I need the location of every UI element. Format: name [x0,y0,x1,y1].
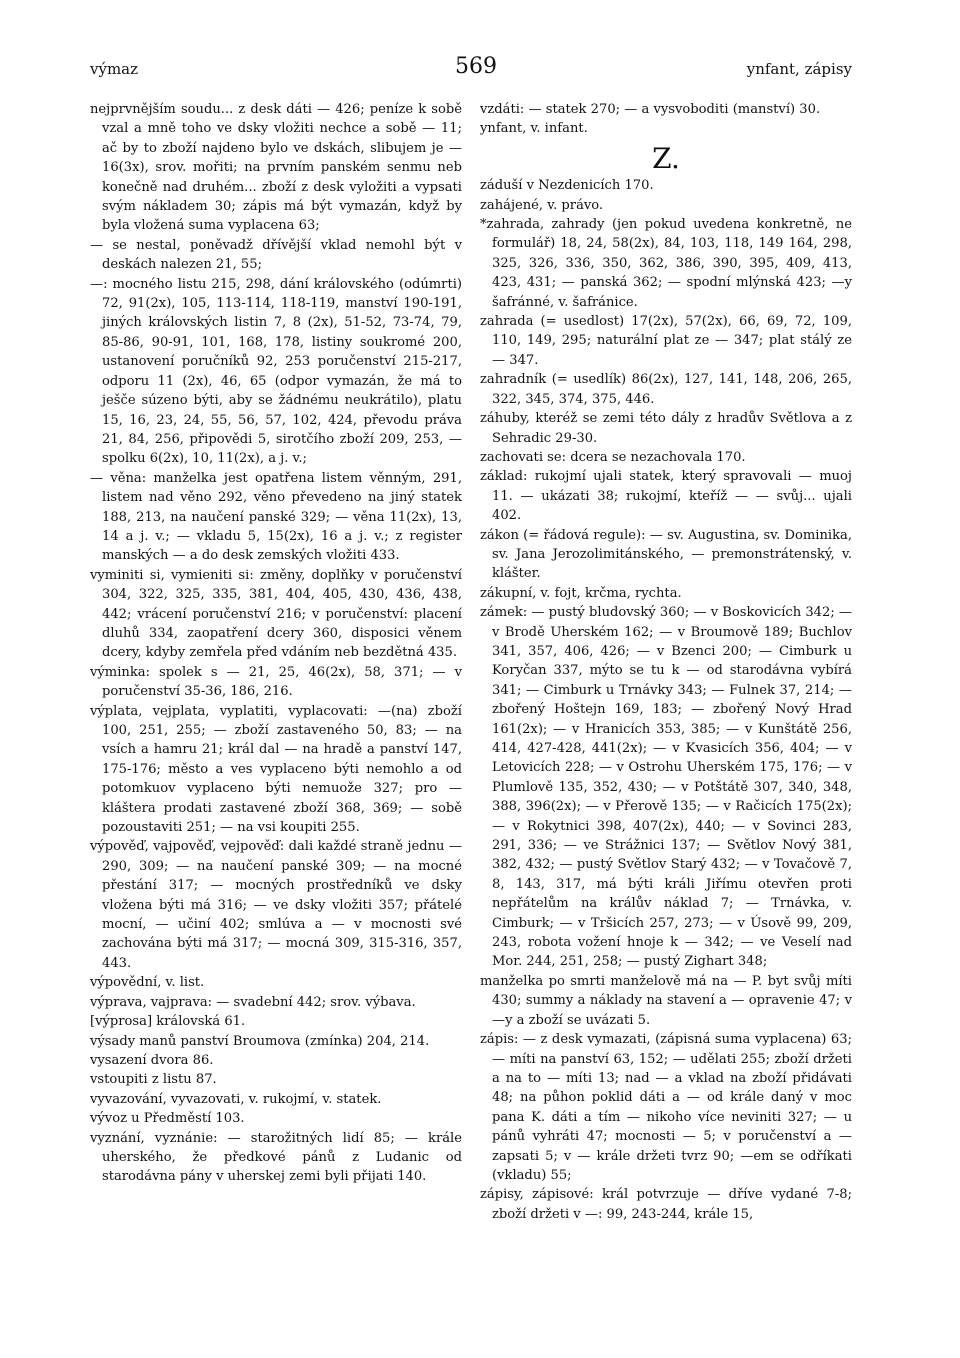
entry: výsady manů panství Broumova (zmínka) 204, 214. [90,1033,430,1049]
entry: — se nestal, poněvadž dřívější vklad nemohl být v deskách nalezen 21, 55; [90,237,462,273]
entry: zápis: — z desk vymazati, (zápisná suma vyplacena) 63; — míti na panství 63, 152; — udělati 255; zboží držeti a na to — míti 13; nad — a vklad na zboží přidávati 48; na půhon poklid dáti a — od krále daný v moc pana K. dáti a tím — nikoho více neviniti 327; — u pánů vyhráti 47; mocnosti — 5; v poručenství a — zapsati 5; v — krále držeti tvrz 90; —em se odříkati (vkladu) 55; [480,1032,852,1183]
entry: [výprosa] královská 61. [90,1014,246,1030]
entry: záduší v Nezdenicích 170. [480,178,654,194]
entry: vyvazování, vyvazovati, v. rukojmí, v. statek. [90,1091,382,1107]
entry: zahradník (= usedlík) 86(2x), 127, 141, 148, 206, 265, 322, 345, 374, 375, 446. [480,372,852,407]
left-column [90,100,462,1187]
entry: vyznání, vyznánie: — starožitných lidí 85; — krále uherského, že předkové pánů z Ludanic od starodávna pány v uherskej zemi byli přijati 140. [90,1130,462,1185]
entry: výplata, vejplata, vyplatiti, vyplacovati: —(na) zboží 100, 251, 255; — zboží zastaveného 50, 83; — na vsích a hamru 21; král dal — na hradě a panství 147, 175-176; město a ves vyplaceno býti nemohlo a od potomkuov vyplaceno býti nemuože 327; pro — kláštera prodati zastavené zboží 368, 369; — sobě pozoustaviti 251; — na vsi koupiti 255. [90,703,462,836]
right-column [480,100,852,1224]
running-head-right: ynfant, zápisy [746,60,852,78]
entry: vzdáti: — statek 270; — a vysvoboditi (manství) 30. [480,102,821,117]
entry: výpověď, vajpověď, vejpověď: dali každé straně jednu — 290, 309; — na naučení panské 309; — na mocné přestání 317; — mocných prostředníků ve dsky vložena býti má 316; — ve dsky vložiti 357; přátelé mocní, — učiní 402; smlúva a — v mocnosti své zachována býti má 317; — mocná 309, 315-316, 357, 443. [90,839,462,971]
entry: zahájené, v. právo. [480,197,604,213]
entry: manželka po smrti manželově má na — P. byt svůj míti 430; summy a náklady na stavení a — opravenie 47; v —y a zboží se uvázati 5. [480,973,852,1028]
entry: zachovati se: dcera se nezachovala 170. [480,449,746,465]
entry: vývoz u Předměstí 103. [90,1111,245,1127]
entry: zápisy, zápisové: král potvrzuje — dříve vydané 7-8; zboží držeti v —: 99, 243-244, krále 15, [480,1187,852,1222]
entry: zákon (= řádová regule): — sv. Augustina, sv. Dominika, sv. Jana Jerozolimitánského, — premonstrátenský, v. klášter. [480,527,852,582]
entry: vysazení dvora 86. [90,1052,214,1068]
section-letter: Z. [652,141,680,175]
entry: výprava, vajprava: — svadební 442; srov. výbava. [90,994,416,1010]
entry: záhuby, kteréž se zemi této dály z hradův Světlova a z Sehradic 29-30. [480,411,852,446]
entry: zahrada (= usedlost) 17(2x), 57(2x), 66, 69, 72, 109, 110, 149, 295; naturální plat ze — 347; plat stálý ze — 347. [480,314,852,368]
page-number: 569 [455,54,497,79]
running-head-left: výmaz [90,60,139,78]
entry: —: mocného listu 215, 298, dání královského (odúmrti) 72, 91(2x), 105, 113-114, 118-119, manství 190-191, jiných královských listin 7, 8 (2x), 51-52, 73-74, 79, 85-86, 90-91, 101, 168, 178, listiny soukromé 200, ustanovení poručníků 92, 253 poručenství 215-217, odporu 11 (2x), 46, 65 (odpor vymazán, že má to ješče súzeno býti, aby se žádnému neukrátilo), platu 15, 16, 23, 24, 55, 56, 57, 102, 424, převodu práva 21, 84, 256, připovědi 5, sirotčího zboží 209, 253, — spolku 6(2x), 10, 11(2x), a j. v.; [90,276,462,467]
entry: výminka: spolek s — 21, 25, 46(2x), 58, 371; — v poručenství 35-36, 186, 216. [90,664,462,700]
entry: — věna: manželka jest opatřena listem věnným, 291, listem nad věno 292, věno převedeno na jiný statek 188, 213, na naučení panské 329; — věna 11(2x), 13, 14 a j. v.; — vkladu 5, 15(2x), 16 a j. v.; z register manských — a do desk zemských vložiti 433. [90,470,462,564]
entry: vyminiti si, vymieniti si: změny, doplňky v poručenství 304, 322, 325, 335, 381, 404, 405, 430, 436, 438, 442; vrácení poručenství 216; v poručenství: placení dluhů 334, zaopatření dcery 360, disposici věnem dcery, kdyby zemřela před vdáním neb bezdětná 435. [90,567,462,661]
entry: zámek: — pustý bludovský 360; — v Boskovicích 342; — v Brodě Uherském 162; — v Broumově 189; Buchlov 341, 357, 406, 426; — v Bzenci 200; — Cimburk u Koryčan 337, mýto se tu k — od starodávna vybírá 341; — Cimburk u Trnávky 343; — Fulnek 37, 214; — zbořený Hoštejn 169, 183; — zbořený Nový Hrad 161(2x); — v Hranicích 353, 385; — v Kunštátě 256, 414, 427-428, 441(2x); — v Kvasicích 356, 404; — v Letovicích 228; — v Ostrohu Uherském 175, 176; — v Plumlově 135, 352, 430; — v Potštátě 307, 340, 348, 388, 396(2x); — v Přerově 135; — v Račicích 175(2x); — v Rokytnici 398, 407(2x), 440; — v Sovinci 283, 291, 336; — ve Strážnici 137; — Světlov Nový 381, 382, 432; — pustý Světlov Starý 432; — v Tovačově 7, 8, 143, 317, má býti králi Jiřímu otevřen proti nepřátelům na králův náklad 7; — Trnávka, v. Cimburk; — v Tršicích 257, 273; — v Úsově 99, 209, 243, robota vožení hnoje k — 342; — ve Veselí nad Mor. 244, 251, 258; — pustý Zighart 348; [480,605,852,970]
entry: vstoupiti z listu 87. [90,1072,217,1088]
entry: výpovědní, v. list. [90,975,205,991]
entry: *zahrada, zahrady (jen pokud uvedena konkretně, ne formulář) 18, 24, 58(2x), 84, 103, 118, 149 164, 298, 325, 326, 336, 350, 362, 386, 390, 395, 409, 413, 423, 431; — panská 362; — spodní mlýnská 423; —y šafránné, v. šafránice. [480,217,852,310]
entry: ynfant, v. infant. [480,121,588,137]
entry: zákupní, v. fojt, krčma, rychta. [480,585,682,601]
entry: základ: rukojmí ujali statek, který spravovali — muoj 11. — ukázati 38; rukojmí, kteříž — — svůj... ujali 402. [480,469,852,524]
entry: nejprvnějším soudu... z desk dáti — 426; peníze k sobě vzal a mně toho ve dsky vložiti nechce a sobě — 11; ač by to zboží najdeno bylo ve dskách, slibujem je — 16(3x), srov. mořiti; na prvním panském senmu neb konečně nad druhém... zboží z desk vyložiti a vypsati svým nákladem 30; zápis má být vymazán, když by byla vložená suma vyplacena 63; [90,102,462,234]
